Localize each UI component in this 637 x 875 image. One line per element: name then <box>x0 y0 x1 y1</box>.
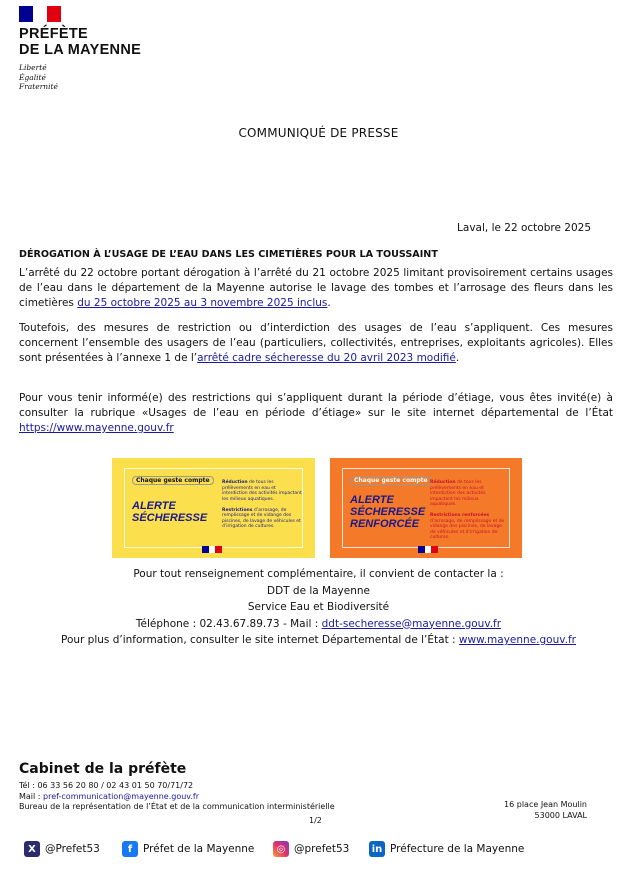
card-title: RENFORCÉE <box>350 518 420 530</box>
card-title: ALERTE <box>350 494 394 506</box>
text: Toutefois, des mesures de restriction ou d’interdiction des usages de l’eau s’appliquent. Ces mesures concernent l’ensemble des usagers de l’eau (particuliers, collectivités, entreprises, exploitants agricoles). Elles sont présentées à l’annexe 1 de l’ <box>19 322 613 364</box>
prefecture-logo <box>19 26 141 58</box>
text: Pour vous tenir informé(e) des restrictions qui s’appliquent durant la période d’étiage, vous êtes invité(e) à consulter la rubrique «Usages de l’eau en période d’étiage» sur le site internet départemental de l’État <box>19 392 613 419</box>
cabinet-title: Cabinet de la préfète <box>19 761 187 777</box>
alert-card-renforcee <box>330 458 522 558</box>
motto-line: Liberté <box>19 63 47 72</box>
card-title: SÉCHERESSE <box>132 512 208 524</box>
card-text: d’arrosage, de remplissage et de vidange des piscines, de lavage de véhicules et d’irrigation de cultures. <box>222 507 301 529</box>
card-tag: Chaque geste compte <box>350 476 432 485</box>
contact-block <box>0 566 637 649</box>
card-bold: Restrictions <box>222 507 253 513</box>
card-text: d’arrosage, de remplissage et de vidange des piscines, de lavage de véhicules et d’irrigation de cultures. <box>430 518 505 540</box>
doc-type: COMMUNIQUÉ DE PRESSE <box>238 126 399 140</box>
footer-mail[interactable]: pref-communication@mayenne.gouv.fr <box>43 791 200 801</box>
address-line: 16 place Jean Moulin <box>504 800 587 809</box>
address-line: 53000 LAVAL <box>534 811 587 820</box>
card-text: de tous les prélèvements en eau et interdiction des activités impactant les milieux aquatiques. <box>430 480 486 507</box>
social-label: @Prefet53 <box>45 843 100 855</box>
instagram-icon: ◎ <box>273 841 289 857</box>
text: L’arrêté du 22 octobre portant dérogation à l’arrêté du 21 octobre 2025 limitant provisoirement certains usages de l’eau dans le département de la Mayenne autorise le lavage des tombes et l’arrosage des fleurs dans les cimetières <box>19 267 613 309</box>
alert-card-secheresse <box>112 458 315 558</box>
contact-org: DDT de la Mayenne <box>266 584 370 597</box>
footer-info <box>19 781 335 813</box>
press-title: DÉROGATION À L’USAGE DE L’EAU DANS LES CIMETIÈRES POUR LA TOUSSAINT <box>19 249 438 260</box>
motto <box>19 63 58 92</box>
card-text: de tous les prélèvements en eau et interdiction des activités impactant les milieux aquatiques. <box>222 480 302 502</box>
social-label: Préfecture de la Mayenne <box>390 843 525 855</box>
logo-line: DE LA MAYENNE <box>19 42 142 58</box>
paragraph-3 <box>19 391 613 436</box>
social-label: Préfet de la Mayenne <box>143 843 255 855</box>
page-number: 1/2 <box>309 816 322 825</box>
footer-tel: Tél : 06 33 56 20 80 / 02 43 01 50 70/71/72 <box>19 781 194 790</box>
flag-icon <box>418 546 438 553</box>
contact-site-link[interactable]: www.mayenne.gouv.fr <box>458 634 576 646</box>
card-bold: Restrictions renforcées <box>430 513 490 518</box>
contact-service: Service Eau et Biodiversité <box>247 601 390 613</box>
linkedin-icon: in <box>369 841 385 857</box>
website-link[interactable]: https://www.mayenne.gouv.fr <box>19 422 174 434</box>
card-title: ALERTE <box>132 500 176 512</box>
footer-bureau: Bureau de la représentation de l’État et de la communication interministérielle <box>19 802 335 811</box>
contact-more: Pour plus d’information, consulter le site internet Départemental de l’État : <box>60 634 459 646</box>
card-tag: Chaque geste compte <box>132 476 214 485</box>
text: . <box>327 297 331 309</box>
paragraph-1 <box>19 266 613 311</box>
x-icon: X <box>24 841 40 857</box>
social-linkedin[interactable] <box>369 841 524 857</box>
footer-mail-label: Mail : <box>19 791 44 801</box>
contact-intro: Pour tout renseignement complémentaire, il convient de contacter la : <box>133 568 504 580</box>
footer-address <box>504 799 587 821</box>
card-bold: Réduction <box>430 480 456 485</box>
paragraph-2 <box>19 321 613 366</box>
social-facebook[interactable] <box>122 841 254 857</box>
logo-line: PRÉFÈTE <box>19 26 88 42</box>
social-x[interactable] <box>24 841 100 857</box>
contact-email-link[interactable]: ddt-secheresse@mayenne.gouv.fr <box>321 617 502 630</box>
contact-phone: Téléphone : 02.43.67.89.73 - Mail : <box>135 617 322 630</box>
social-instagram[interactable] <box>273 841 349 857</box>
dates-link: du 25 octobre 2025 au 3 novembre 2025 inclus <box>77 297 328 309</box>
facebook-icon: f <box>122 841 138 857</box>
motto-line: Fraternité <box>19 82 58 91</box>
marianne-flag-logo <box>19 6 61 22</box>
flag-icon <box>202 546 222 553</box>
social-label: @prefet53 <box>294 843 350 855</box>
text: . <box>455 352 460 364</box>
arrete-link[interactable]: arrêté cadre sécheresse du 20 avril 2023 modifié <box>197 352 456 364</box>
card-title: SÉCHERESSE <box>350 506 426 518</box>
card-bold: Réduction <box>222 480 248 485</box>
motto-line: Égalité <box>19 72 46 82</box>
date: Laval, le 22 octobre 2025 <box>457 222 591 234</box>
